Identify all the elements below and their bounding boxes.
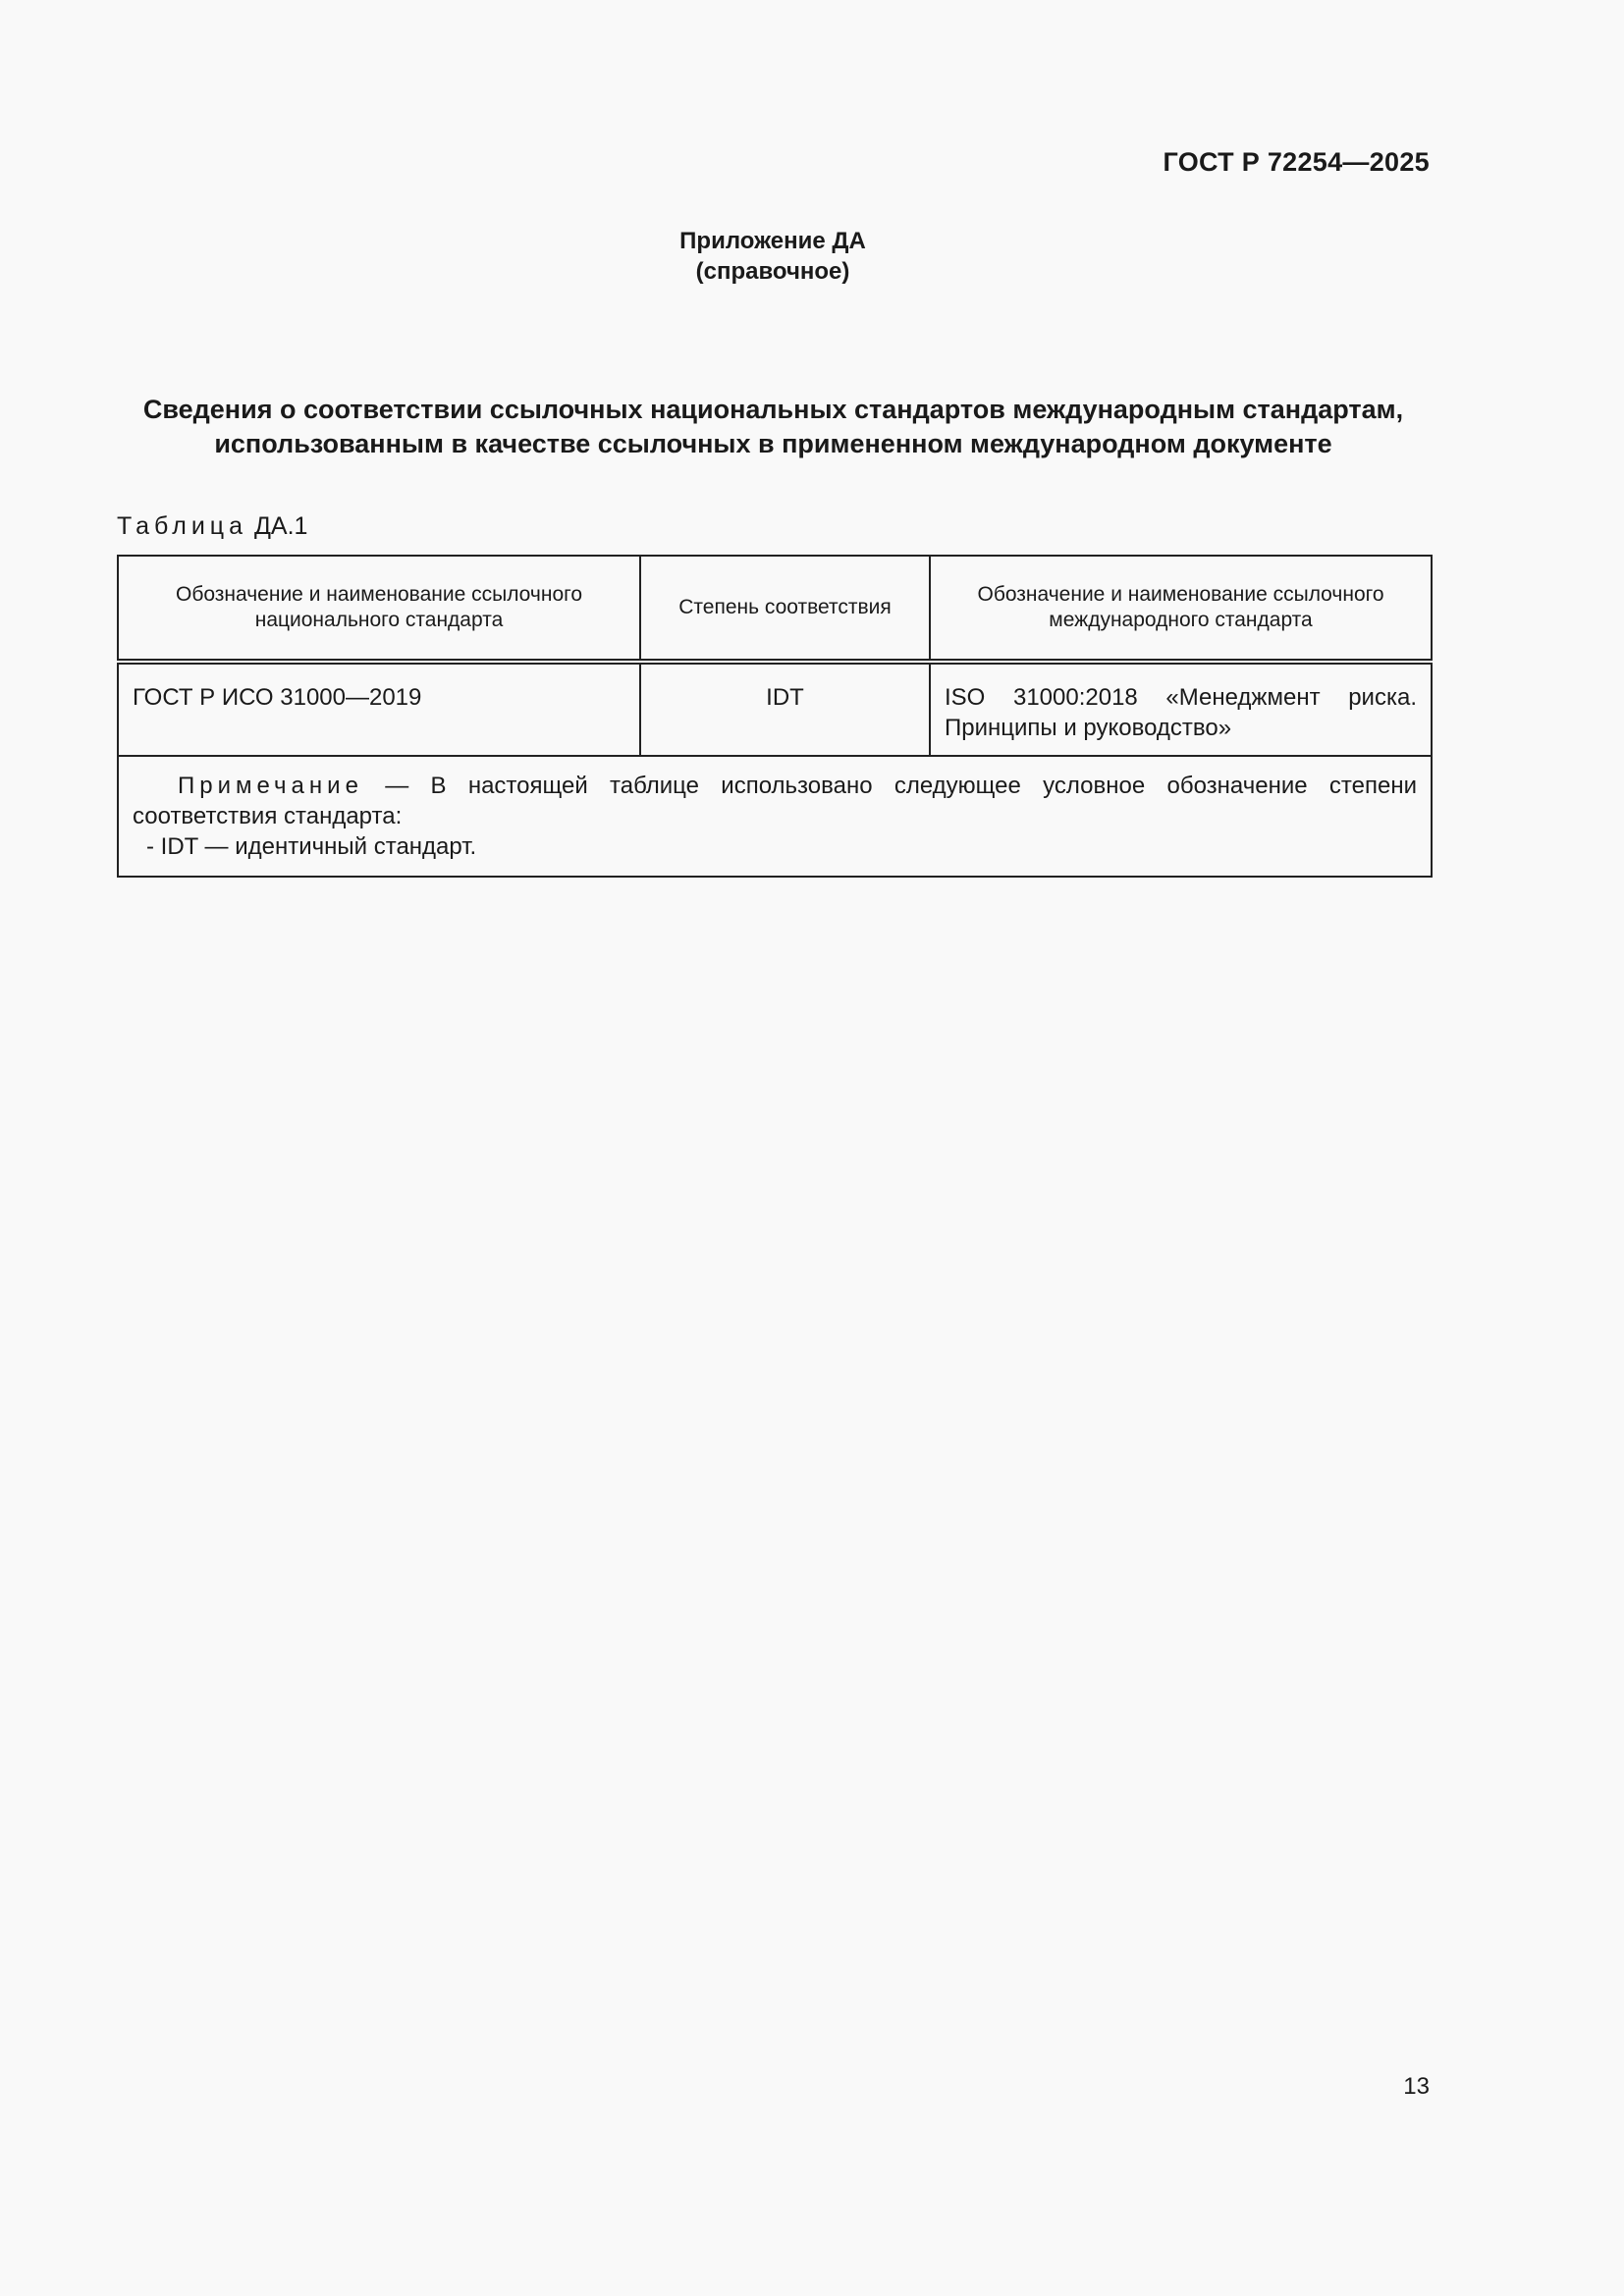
document-code: ГОСТ Р 72254—2025 bbox=[1163, 147, 1430, 177]
table-label bbox=[117, 512, 307, 541]
note-text: — В настоящей таблице использовано следующее условное обозначение степени соответствия стандарта: bbox=[133, 773, 1417, 829]
cell-international-standard: ISO 31000:2018 «Менеджмент риска. Принципы и руководство» bbox=[930, 662, 1432, 756]
section-title-line-2: использованным в качестве ссылочных в примененном международном документе bbox=[214, 429, 1332, 458]
page-number: 13 bbox=[1403, 2073, 1430, 2100]
cell-national-standard: ГОСТ Р ИСО 31000—2019 bbox=[118, 662, 640, 756]
section-title bbox=[117, 393, 1430, 461]
correspondence-table bbox=[117, 555, 1433, 878]
table-note bbox=[118, 756, 1432, 877]
header-international-standard: Обозначение и наименование ссылочного международного стандарта bbox=[930, 556, 1432, 662]
header-national-standard: Обозначение и наименование ссылочного национального стандарта bbox=[118, 556, 640, 662]
section-title-line-1: Сведения о соответствии ссылочных национальных стандартов международным стандартам, bbox=[142, 395, 1404, 424]
appendix-title: Приложение ДА bbox=[679, 228, 866, 254]
table-label-number: ДА.1 bbox=[253, 512, 308, 540]
table-header-row bbox=[118, 556, 1432, 662]
note-list-item: - IDT — идентичный стандарт. bbox=[146, 833, 477, 860]
table-row bbox=[118, 662, 1432, 756]
appendix-subtitle: (справочное) bbox=[695, 258, 850, 285]
table-label-word: Таблица bbox=[117, 512, 248, 540]
header-degree-of-correspondence: Степень соответствия bbox=[640, 556, 930, 662]
table-note-row bbox=[118, 756, 1432, 877]
cell-degree: IDT bbox=[640, 662, 930, 756]
note-head: Примечание bbox=[178, 773, 363, 799]
appendix-heading bbox=[0, 226, 1545, 287]
